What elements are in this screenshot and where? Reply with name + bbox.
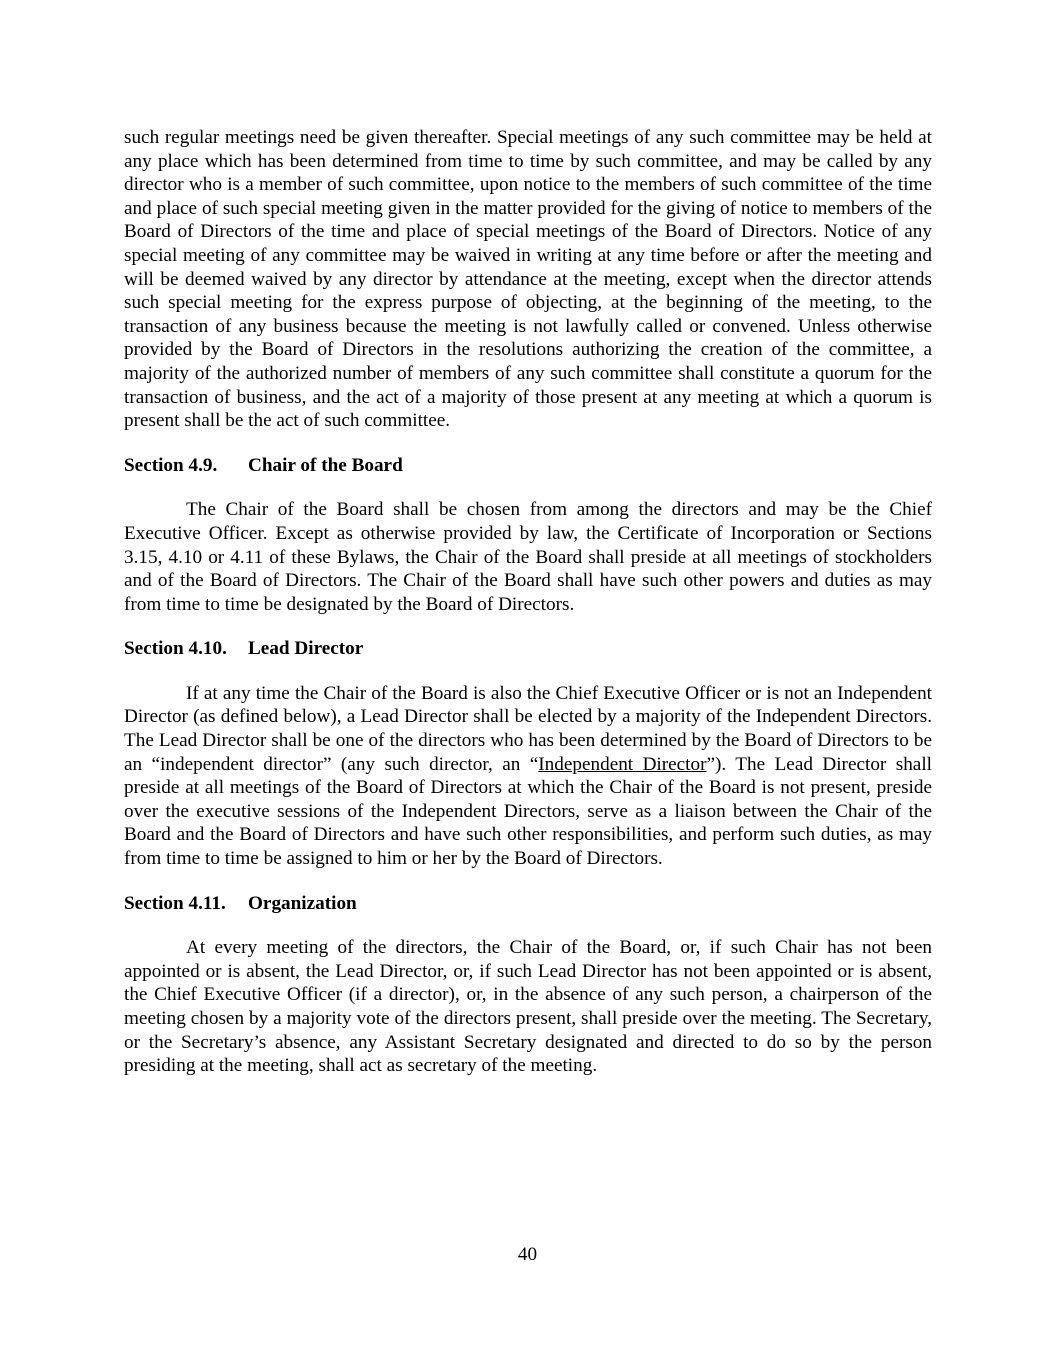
section-heading-4-10 [124, 637, 932, 661]
body-text-part: ”). The Lead Director shall preside at all meetings of the Board of Directors at which the Chair of the Board is not present, preside over the executive sessions of the Independent Directors, serve as a liaison between the Chair of the Board and the Board of Directors and have such other responsibilities, and perform such duties, as may from time to time be assigned to him or her by the Board of Directors. [124, 753, 932, 870]
section-title: Lead Director [248, 638, 364, 660]
section-number: Section 4.10. [124, 638, 227, 660]
section-heading-4-11 [124, 892, 932, 916]
section-number: Section 4.11. [124, 892, 226, 914]
page-number: 40 [517, 1244, 538, 1265]
section-body-4-10 [124, 682, 932, 871]
intro-paragraph: such regular meetings need be given thereafter. Special meetings of any such committee may be held at any place which has been determined from time to time by such committee, and may be called by any director who is a member of such committee, upon notice to the members of such committee of the time and place of such special meeting given in the matter provided for the giving of notice to members of the Board of Directors of the time and place of special meetings of the Board of Directors. Notice of any special meeting of any committee may be waived in writing at any time before or after the meeting and will be deemed waived by any director by attendance at the meeting, except when the director attends such special meeting for the express purpose of objecting, at the beginning of the meeting, to the transaction of any business because the meeting is not lawfully called or convened. Unless otherwise provided by the Board of Directors in the resolutions authorizing the creation of the committee, a majority of the authorized number of members of any such committee shall constitute a quorum for the transaction of business, and the act of a majority of those present at any meeting at which a quorum is present shall be the act of such committee. [124, 127, 932, 432]
body-text-part: If at any time the Chair of the Board is also the Chief Executive Officer or is not an Independent Director (as defined below), a Lead Director shall be elected by a majority of the Independent Directors. The Lead Director shall be one of the directors who has been determined by the Board of Directors to be an “independent director” (any such director, an “ [124, 682, 932, 775]
section-number: Section 4.9. [124, 454, 218, 476]
document-page [124, 126, 932, 1078]
section-title: Organization [248, 892, 357, 914]
section-title: Chair of the Board [248, 454, 403, 476]
section-body-4-11: At every meeting of the directors, the Chair of the Board, or, if such Chair has not been appointed or is absent, the Lead Director, or, if such Lead Director has not been appointed or is absent, the Chief Executive Officer (if a director), or, in the absence of any such person, a chairperson of the meeting chosen by a majority vote of the directors present, shall preside over the meeting. The Secretary, or the Secretary’s absence, any Assistant Secretary designated and directed to do so by the person presiding at the meeting, shall act as secretary of the meeting. [124, 937, 932, 1077]
section-heading-4-9 [124, 454, 932, 478]
defined-term: Independent Director [538, 753, 707, 775]
section-body-4-9: The Chair of the Board shall be chosen from among the directors and may be the Chief Executive Officer. Except as otherwise provided by law, the Certificate of Incorporation or Sections 3.15, 4.10 or 4.11 of these Bylaws, the Chair of the Board shall preside at all meetings of stockholders and of the Board of Directors. The Chair of the Board shall have such other powers and duties as may from time to time be designated by the Board of Directors. [124, 499, 932, 615]
